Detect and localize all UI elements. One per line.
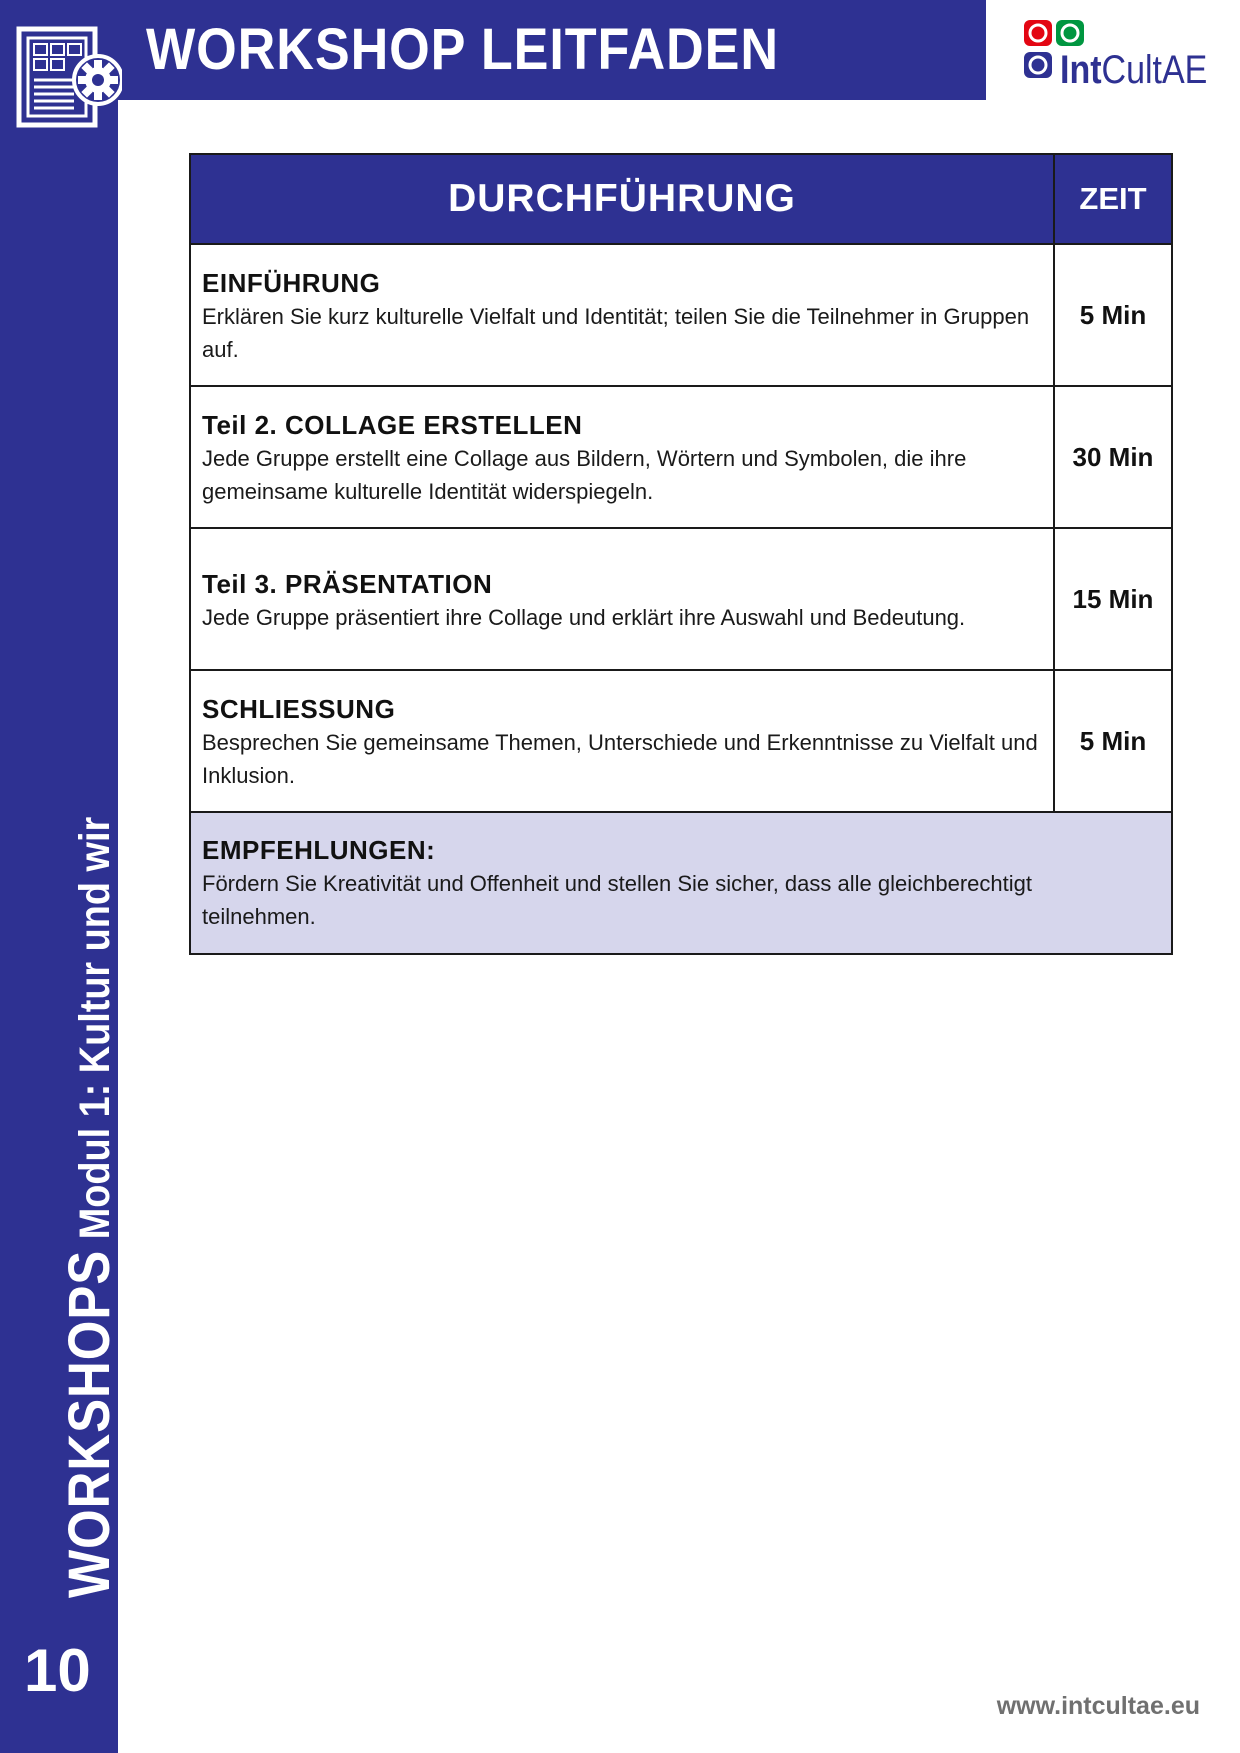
- row-content: [190, 386, 1054, 528]
- row-content: [190, 670, 1054, 812]
- intcultae-logo: [1024, 18, 1214, 92]
- table-header-durchfuehrung: DURCHFÜHRUNG: [190, 154, 1054, 244]
- row-time: 15 Min: [1054, 528, 1172, 670]
- recommendation-cell: [190, 812, 1172, 954]
- row-text: Jede Gruppe erstellt eine Collage aus Bildern, Wörtern und Symbolen, die ihre gemeinsame kulturelle Identität widerspiegeln.: [202, 446, 967, 504]
- row-text: Jede Gruppe präsentiert ihre Collage und erklärt ihre Auswahl und Bedeutung.: [202, 604, 966, 630]
- row-time: 30 Min: [1054, 386, 1172, 528]
- row-title: EINFÜHRUNG: [202, 268, 381, 298]
- row-time: 5 Min: [1054, 244, 1172, 386]
- table-row: [190, 244, 1172, 386]
- row-time: 5 Min: [1054, 670, 1172, 812]
- row-text: Erklären Sie kurz kulturelle Vielfalt und Identität; teilen Sie die Teilnehmer in Gruppen auf.: [202, 304, 1030, 362]
- sidebar-vertical-label: [57, 710, 122, 1598]
- table-header-row: [190, 154, 1172, 244]
- document-gear-icon: [16, 26, 122, 130]
- table-row: [190, 528, 1172, 670]
- recommendation-text: Fördern Sie Kreativität und Offenheit und stellen Sie sicher, dass alle gleichberechtigt teilnehmen.: [202, 871, 1032, 929]
- table-row: [190, 386, 1172, 528]
- sidebar-label-workshops: WORKSHOPS: [57, 1249, 122, 1598]
- table-row: [190, 670, 1172, 812]
- row-content: [190, 244, 1054, 386]
- row-text: Besprechen Sie gemeinsame Themen, Unterschiede und Erkenntnisse zu Vielfalt und Inklusion.: [202, 730, 1038, 788]
- page-number: 10: [24, 1637, 91, 1704]
- table-header-zeit: ZEIT: [1054, 154, 1172, 244]
- footer-url: www.intcultae.eu: [996, 1692, 1200, 1720]
- page-title: WORKSHOP LEITFADEN: [146, 17, 779, 82]
- recommendation-title: EMPFEHLUNGEN:: [202, 835, 436, 865]
- row-title: Teil 3. PRÄSENTATION: [202, 568, 493, 599]
- row-content: [190, 528, 1054, 670]
- recommendation-row: [190, 812, 1172, 954]
- row-title: Teil 2. COLLAGE ERSTELLEN: [202, 410, 583, 440]
- row-title: SCHLIESSUNG: [202, 694, 396, 724]
- logo-text: IntCultAE: [1060, 48, 1208, 92]
- sidebar-label-module: Modul 1: Kultur und wir: [71, 816, 119, 1250]
- workshop-table: [189, 153, 1173, 955]
